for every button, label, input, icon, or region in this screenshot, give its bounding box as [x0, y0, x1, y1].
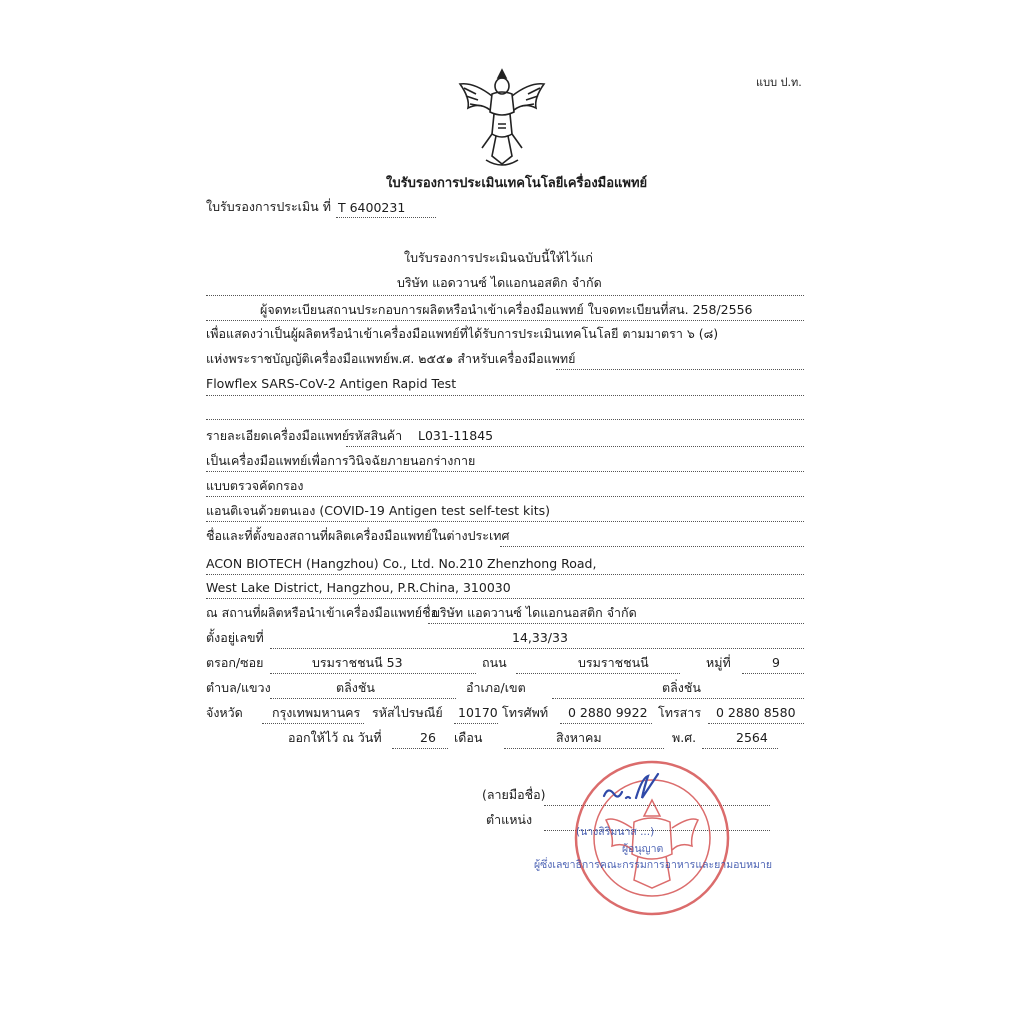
certificate-number-label: ใบรับรองการประเมิน ที่ [206, 199, 331, 214]
signer-name: (นางสิริมนาส ...) [576, 826, 655, 838]
product-name: Flowflex SARS-CoV-2 Antigen Rapid Test [206, 376, 457, 391]
road-underline [516, 673, 680, 674]
purpose-line2: แห่งพระราชบัญญัติเครื่องมือแพทย์พ.ศ. ๒๕๕๑ สำหรับเครื่องมือแพทย์ [206, 351, 576, 366]
device-details-label: รายละเอียดเครื่องมือแพทย์ [206, 428, 350, 443]
issue-month-underline [504, 748, 664, 749]
house-no-underline [270, 648, 804, 649]
issue-month-label: เดือน [454, 730, 483, 745]
house-no-value: 14,33/33 [512, 630, 568, 645]
product-name-underline [206, 395, 804, 396]
stamp-line2: ผู้ซึ่งเลขาธิการคณะกรรมการอาหารและยามอบหมาย [534, 859, 772, 871]
device-details-line2: แบบตรวจคัดกรอง [206, 478, 304, 493]
road-label: ถนน [482, 655, 507, 670]
manufacturer-line1: ACON BIOTECH (Hangzhou) Co., Ltd. No.210 Zhenzhong Road, [206, 556, 597, 571]
sku-underline [346, 446, 804, 447]
district-value: ตลิ่งชัน [662, 680, 701, 695]
manufacturer-label: ชื่อและที่ตั้งของสถานที่ผลิตเครื่องมือแพทย์ในต่างประเทศ [206, 528, 510, 543]
province-value: กรุงเทพมหานคร [272, 705, 361, 720]
province-label: จังหวัด [206, 705, 243, 720]
device-details-line1: เป็นเครื่องมือแพทย์เพื่อการวินิจฉัยภายนอกร่างกาย [206, 453, 476, 468]
issue-day-underline [392, 748, 448, 749]
purpose-line2-underline [556, 369, 804, 370]
certificate-number-value: T 6400231 [338, 200, 406, 215]
house-no-label: ตั้งอยู่เลขที่ [206, 630, 264, 645]
garuda-emblem-icon [452, 64, 552, 172]
district-underline [552, 698, 804, 699]
device-line1-underline [206, 471, 804, 472]
fax-label: โทรสาร [658, 705, 702, 720]
importer-underline [428, 623, 804, 624]
soi-label: ตรอก/ซอย [206, 655, 264, 670]
district-label: อำเภอ/เขต [466, 680, 526, 695]
position-label: ตำแหน่ง [486, 812, 533, 827]
blank-line [206, 419, 804, 420]
fax-underline [708, 723, 804, 724]
fax-value: 0 2880 8580 [716, 705, 796, 720]
moo-value: 9 [772, 655, 780, 670]
province-underline [262, 723, 364, 724]
phone-underline [560, 723, 652, 724]
importer-name: บริษัท แอดวานซ์ ไดแอกนอสติก จำกัด [432, 605, 637, 620]
issue-day: 26 [420, 730, 436, 745]
issued-to-company: บริษัท แอดวานซ์ ไดแอกนอสติก จำกัด [397, 275, 602, 290]
issue-date-label: ออกให้ไว้ ณ วันที่ [288, 730, 382, 745]
stamp-line1: ผู้อนุญาต [622, 843, 664, 855]
device-line2-underline [206, 496, 804, 497]
manufacturer-line2: West Lake District, Hangzhou, P.R.China, 310030 [206, 580, 511, 595]
certificate-number-line [336, 217, 436, 218]
subdistrict-underline [270, 698, 456, 699]
device-line3-underline [206, 521, 804, 522]
registrant-line: ผู้จดทะเบียนสถานประกอบการผลิตหรือนำเข้าเครื่องมือแพทย์ ใบจดทะเบียนที่สน. 258/2556 [260, 302, 753, 317]
road-value: บรมราชชนนี [578, 655, 649, 670]
device-details-line3: แอนติเจนด้วยตนเอง (COVID-19 Antigen test self-test kits) [206, 503, 551, 518]
issue-month: สิงหาคม [556, 730, 602, 745]
postcode-underline [454, 723, 498, 724]
company-line [206, 295, 804, 296]
form-code: แบบ ป.ท. [756, 76, 802, 89]
phone-label: โทรศัพท์ [502, 705, 549, 720]
issue-year: 2564 [736, 730, 768, 745]
soi-value: บรมราชชนนี 53 [312, 655, 403, 670]
sku-value: L031-11845 [418, 428, 494, 443]
issue-year-underline [702, 748, 778, 749]
importer-label: ณ สถานที่ผลิตหรือนำเข้าเครื่องมือแพทย์ชื่อ [206, 605, 439, 620]
handwritten-signature [598, 768, 668, 808]
postcode-label: รหัสไปรษณีย์ [372, 705, 443, 720]
manufacturer-line2-underline [206, 598, 804, 599]
document-title: ใบรับรองการประเมินเทคโนโลยีเครื่องมือแพทย์ [386, 176, 648, 191]
moo-label: หมู่ที่ [706, 655, 731, 670]
subdistrict-value: ตลิ่งชัน [336, 680, 375, 695]
phone-value: 0 2880 9922 [568, 705, 648, 720]
soi-underline [270, 673, 476, 674]
signature-label: (ลายมือชื่อ) [482, 787, 546, 802]
manufacturer-label-underline [500, 546, 804, 547]
postcode-value: 10170 [458, 705, 498, 720]
manufacturer-line1-underline [206, 574, 804, 575]
registrant-underline [206, 320, 804, 321]
issued-to-intro: ใบรับรองการประเมินฉบับนี้ให้ไว้แก่ [404, 250, 593, 265]
sku-label: รหัสสินค้า [348, 428, 403, 443]
subdistrict-label: ตำบล/แขวง [206, 680, 271, 695]
purpose-line1: เพื่อแสดงว่าเป็นผู้ผลิตหรือนำเข้าเครื่องมือแพทย์ที่ได้รับการประเมินเทคโนโลยี ตามมาตรา ๖ (๘) [206, 326, 719, 341]
issue-year-label: พ.ศ. [672, 730, 697, 745]
moo-underline [742, 673, 804, 674]
